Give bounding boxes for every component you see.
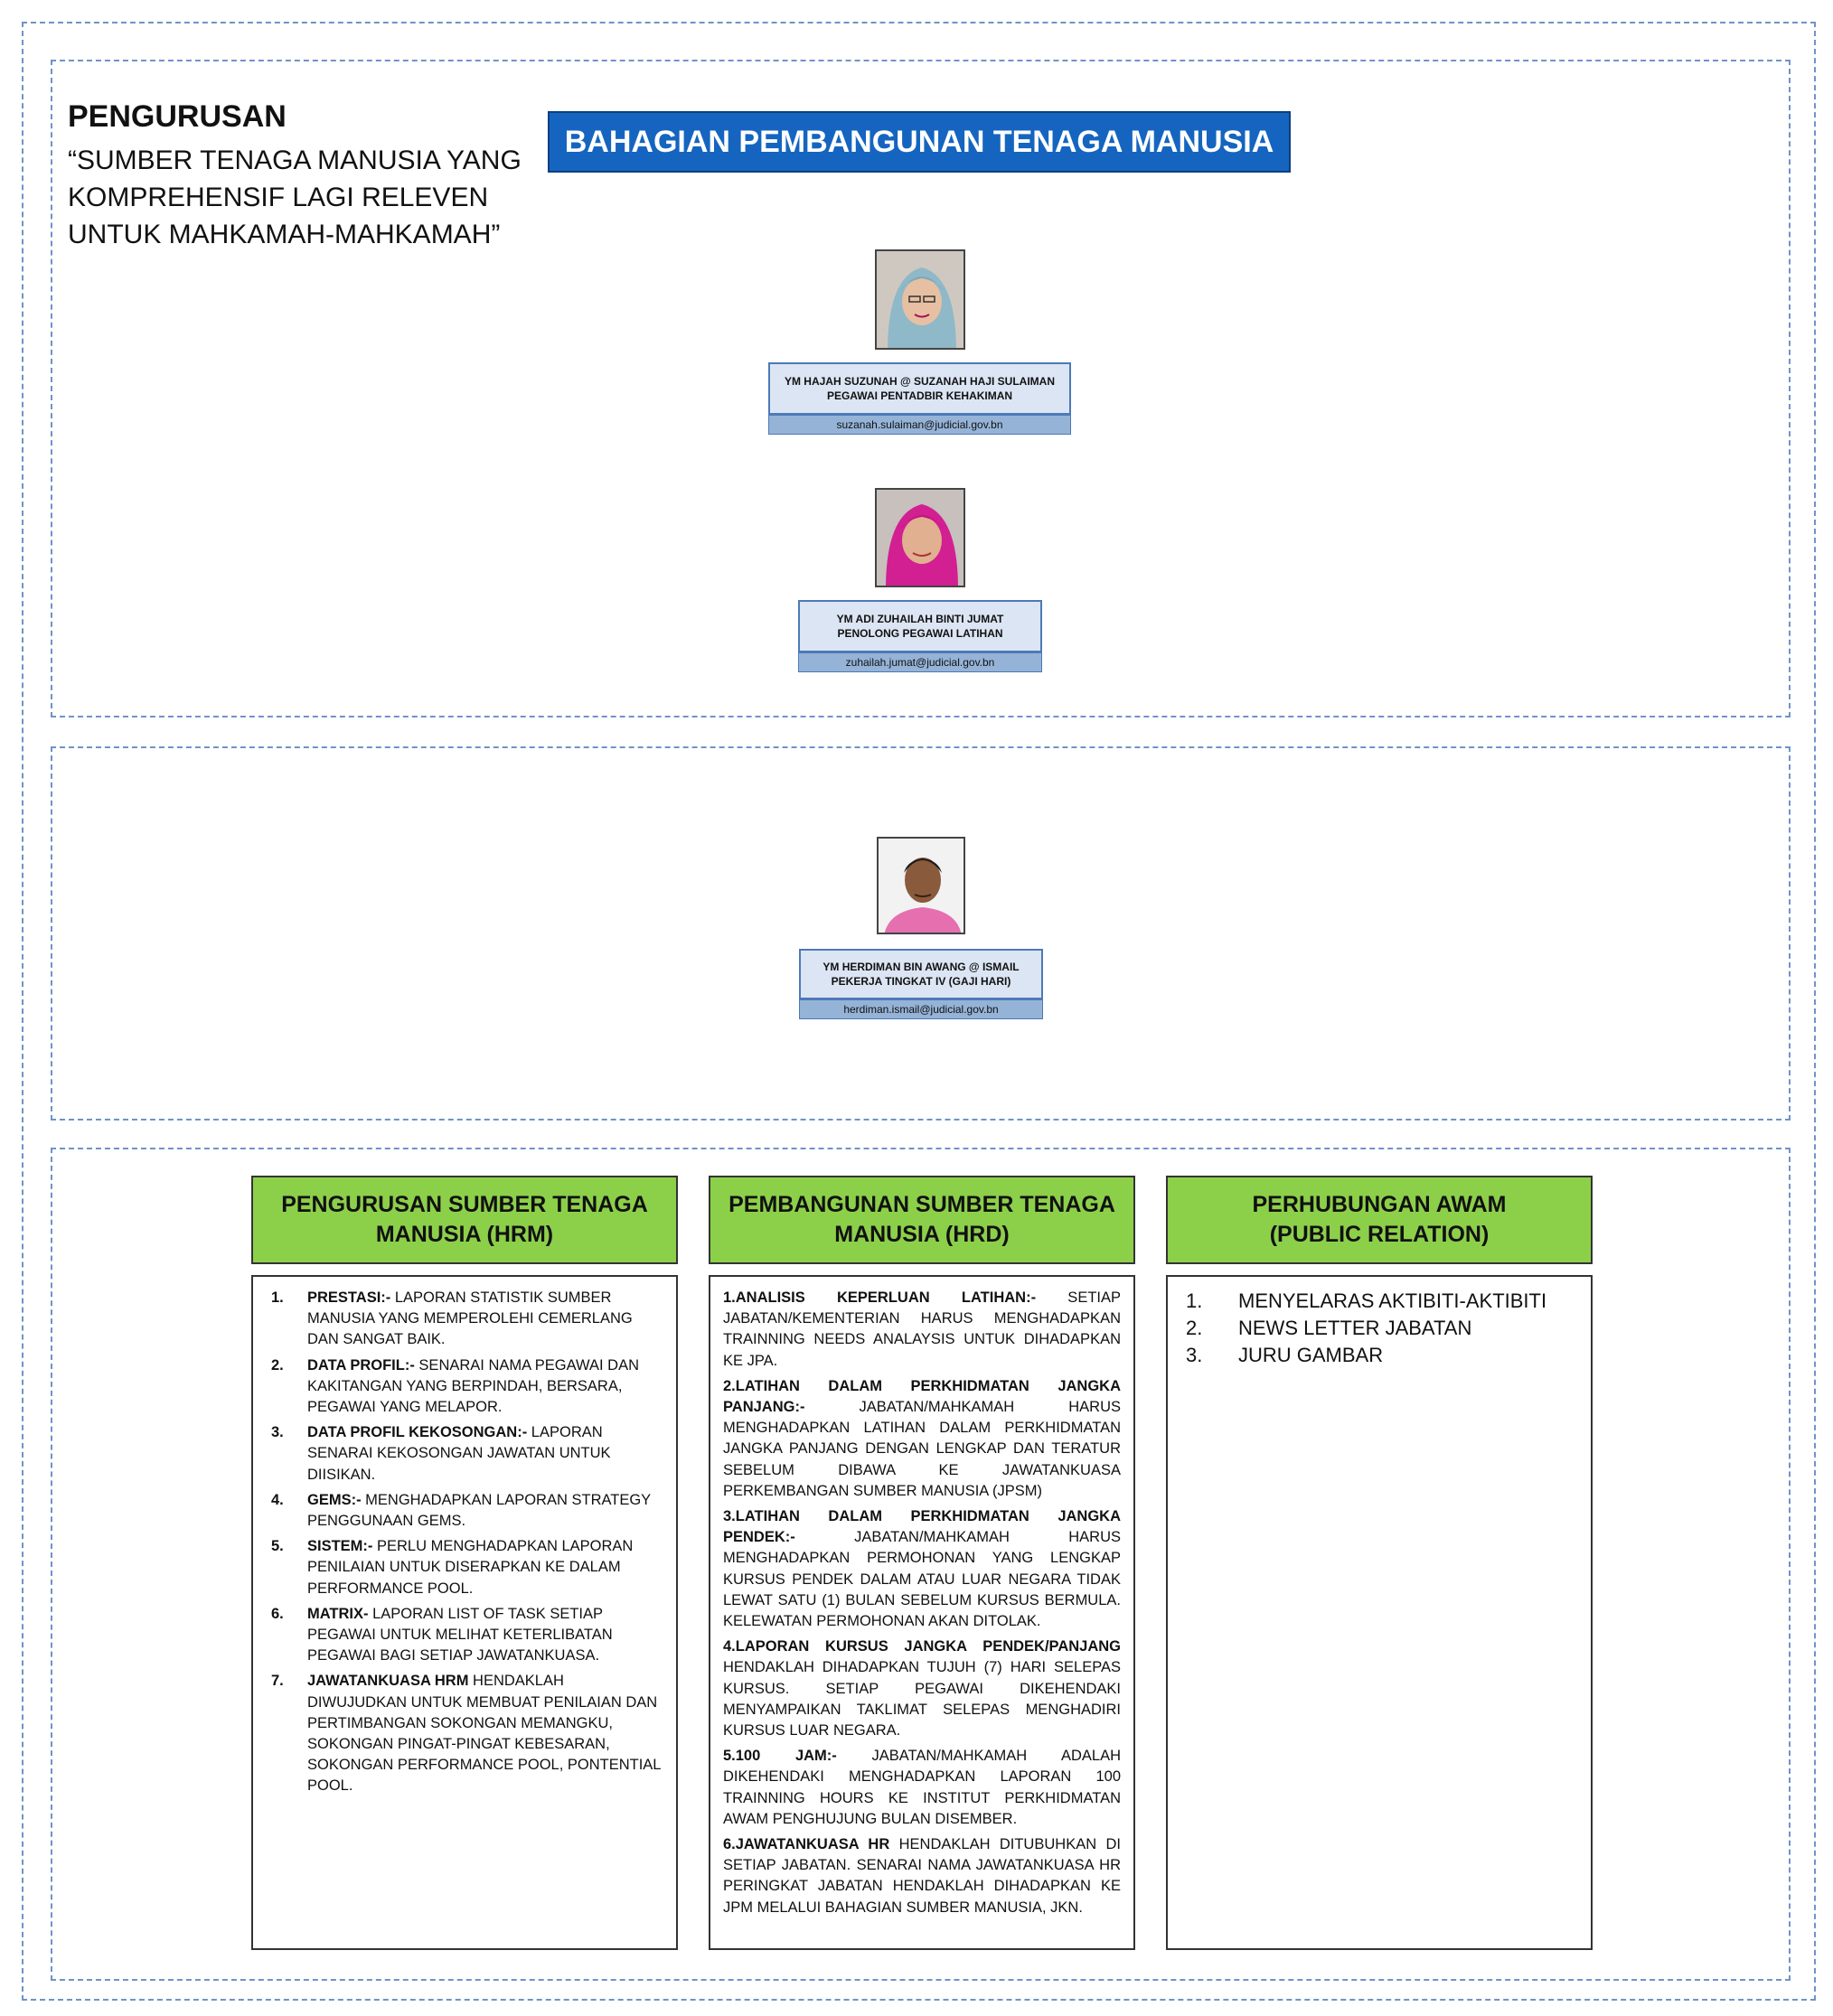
item-number: 3. xyxy=(271,1424,284,1441)
item-lead: JAWATANKUASA HRM xyxy=(307,1673,469,1690)
hrm-title-line2: MANUSIA (HRM) xyxy=(375,1222,554,1247)
staff-photo-zuhailah xyxy=(875,488,965,587)
staff-card-herdiman xyxy=(799,949,1043,999)
list-item xyxy=(1186,1315,1573,1342)
item-lead: SISTEM:- xyxy=(307,1538,373,1555)
staff-name: YM HAJAH SUZUNAH @ SUZANAH HAJI SULAIMAN xyxy=(784,375,1056,388)
item-text: LAPORAN SENARAI KEKOSONGAN JAWATAN UNTUK DIISIKAN. xyxy=(307,1424,611,1483)
item-lead: 3.LATIHAN DALAM PERKHIDMATAN JANGKA PENDEK:- xyxy=(723,1508,1121,1546)
hrd-title-line1: PEMBANGUNAN SUMBER TENAGA xyxy=(728,1192,1115,1217)
list-item xyxy=(723,1376,1121,1502)
item-text: MENGHADAPKAN LAPORAN STRATEGY PENGGUNAAN GEMS. xyxy=(307,1491,651,1530)
item-text: PERLU MENGHADAPKAN LAPORAN PENILAIAN UNTUK DISERAPKAN KE DALAM PERFORMANCE POOL. xyxy=(307,1538,634,1597)
item-text: SENARAI NAMA PEGAWAI DAN KAKITANGAN YANG BERPINDAH, BERSARA, PEGAWAI YANG MELAPOR. xyxy=(307,1356,640,1416)
item-text: LAPORAN LIST OF TASK SETIAP PEGAWAI UNTUK MELIHAT KETERLIBATAN PEGAWAI BAGI SETIAP JAWATANKUASA. xyxy=(307,1605,613,1664)
list-item xyxy=(723,1834,1121,1918)
list-item xyxy=(271,1604,663,1667)
list-item xyxy=(723,1746,1121,1830)
item-text: JABATAN/MAHKAMAH ADALAH DIKEHENDAKI MENGHADAPKAN LAPORAN 100 TRAINNING HOURS KE INSTITUT PERKHIDMATAN AWAM PENGHUJUNG BULAN DISEMBER. xyxy=(723,1748,1121,1827)
list-item xyxy=(271,1355,663,1419)
staff-position: PENOLONG PEGAWAI LATIHAN xyxy=(837,627,1003,640)
item-text: HENDAKLAH DIWUJUDKAN UNTUK MEMBUAT PENILAIAN DAN PERTIMBANGAN SOKONGAN MEMANGKU, SOKONGAN PINGAT-PINGAT KEBESARAN, SOKONGAN PERFORMANCE POOL, PONTENTIAL POOL. xyxy=(307,1673,661,1795)
staff-position: PEKERJA TINGKAT IV (GAJI HARI) xyxy=(831,975,1011,988)
list-item xyxy=(723,1636,1121,1741)
list-item xyxy=(271,1288,663,1351)
staff-card-suzanah xyxy=(768,362,1071,415)
item-lead: 6.JAWATANKUASA HR xyxy=(723,1836,890,1853)
item-number: 2. xyxy=(1186,1317,1203,1339)
item-lead: 4.LAPORAN KURSUS JANGKA PENDEK/PANJANG xyxy=(723,1638,1121,1655)
item-text: HENDAKLAH DIHADAPKAN TUJUH (7) HARI SELEPAS KURSUS. SETIAP PEGAWAI DIKEHENDAKI MENYAMPAIKAN TAKLIMAT SELEPAS MENGHADIRI KURSUS LUAR NEGARA. xyxy=(723,1659,1121,1739)
item-text: JABATAN/MAHKAMAH HARUS MENGHADAPKAN PERMOHONAN YANG LENGKAP KURSUS PENDEK DALAM ATAU LUAR NEGARA TIDAK LEWAT SATU (1) BULAN SEBELUM KURSUS BERMULA. KELEWATAN PERMOHONAN AKAN DITOLAK. xyxy=(723,1529,1121,1630)
item-number: 6. xyxy=(271,1605,284,1622)
pr-title-line2: (PUBLIC RELATION) xyxy=(1269,1222,1490,1247)
hrd-header xyxy=(709,1176,1135,1264)
item-lead: MATRIX- xyxy=(307,1605,369,1622)
item-text: NEWS LETTER JABATAN xyxy=(1238,1317,1472,1339)
list-item xyxy=(723,1506,1121,1632)
item-lead: GEMS:- xyxy=(307,1491,362,1508)
list-item xyxy=(1186,1288,1573,1315)
management-heading xyxy=(68,99,538,253)
staff-card-zuhailah xyxy=(798,600,1042,652)
item-number: 7. xyxy=(271,1673,284,1690)
management-subtitle: “SUMBER TENAGA MANUSIA YANG KOMPREHENSIF LAGI RELEVEN UNTUK MAHKAMAH-MAHKAMAH” xyxy=(68,145,522,249)
list-item xyxy=(271,1490,663,1532)
hrm-list xyxy=(271,1288,663,1797)
staff-name: YM HERDIMAN BIN AWANG @ ISMAIL xyxy=(822,961,1020,973)
hrm-title-line1: PENGURUSAN SUMBER TENAGA xyxy=(281,1192,648,1217)
list-item xyxy=(271,1422,663,1486)
staff-photo-herdiman xyxy=(877,837,965,934)
list-item xyxy=(271,1536,663,1599)
item-text: JABATAN/MAHKAMAH HARUS MENGHADAPKAN LATIHAN DALAM PERKHIDMATAN JANGKA PANJANG DENGAN LENGKAP DAN TERATUR SEBELUM DIBAWA KE JAWATANKUASA PERKEMBANGAN SUMBER MANUSIA (JPSM) xyxy=(723,1399,1121,1499)
item-lead: DATA PROFIL:- xyxy=(307,1356,415,1374)
pr-header xyxy=(1166,1176,1593,1264)
item-lead: 1.ANALISIS KEPERLUAN LATIHAN:- xyxy=(723,1289,1037,1306)
item-text: SETIAP JABATAN/KEMENTERIAN HARUS MENGHADAPKAN TRAINNING NEEDS ANALAYSIS UNTUK DIHADAPKAN KE JPA. xyxy=(723,1289,1121,1369)
pr-body xyxy=(1166,1275,1593,1950)
staff-position: PEGAWAI PENTADBIR KEHAKIMAN xyxy=(826,389,1013,402)
list-item xyxy=(1186,1342,1573,1369)
hrd-body xyxy=(709,1275,1135,1950)
item-lead: 5.100 JAM:- xyxy=(723,1748,837,1765)
item-number: 4. xyxy=(271,1491,284,1508)
item-text: HENDAKLAH DITUBUHKAN DI SETIAP JABATAN. SENARAI NAMA JAWATANKUASA HR PERINGKAT JABATAN HENDAKLAH DIHADAPKAN KE JPM MELALUI BAHAGIAN SUMBER MANUSIA, JKN. xyxy=(723,1836,1121,1916)
item-number: 2. xyxy=(271,1356,284,1374)
item-lead: 2.LATIHAN DALAM PERKHIDMATAN JANGKA PANJANG:- xyxy=(723,1377,1121,1416)
list-item xyxy=(271,1671,663,1796)
staff-email-zuhailah: zuhailah.jumat@judicial.gov.bn xyxy=(798,652,1042,672)
pr-list xyxy=(1186,1288,1573,1369)
hrm-header xyxy=(251,1176,678,1264)
item-number: 1. xyxy=(271,1289,284,1306)
staff-name: YM ADI ZUHAILAH BINTI JUMAT xyxy=(836,613,1004,625)
item-lead: DATA PROFIL KEKOSONGAN:- xyxy=(307,1424,528,1441)
staff-photo-suzanah xyxy=(875,249,965,350)
management-title: PENGURUSAN xyxy=(68,99,287,134)
staff-email-herdiman: herdiman.ismail@judicial.gov.bn xyxy=(799,999,1043,1019)
pr-title-line1: PERHUBUNGAN AWAM xyxy=(1252,1192,1507,1217)
department-title: BAHAGIAN PEMBANGUNAN TENAGA MANUSIA xyxy=(548,111,1291,173)
item-number: 1. xyxy=(1186,1289,1203,1312)
item-text: LAPORAN STATISTIK SUMBER MANUSIA YANG MEMPEROLEHI CEMERLANG DAN SANGAT BAIK. xyxy=(307,1289,633,1348)
item-text: JURU GAMBAR xyxy=(1238,1344,1384,1366)
item-number: 5. xyxy=(271,1538,284,1555)
item-lead: PRESTASI:- xyxy=(307,1289,391,1306)
staff-email-suzanah: suzanah.sulaiman@judicial.gov.bn xyxy=(768,415,1071,435)
list-item xyxy=(723,1288,1121,1372)
item-number: 3. xyxy=(1186,1344,1203,1366)
item-text: MENYELARAS AKTIBITI-AKTIBITI xyxy=(1238,1289,1547,1312)
hrm-body xyxy=(251,1275,678,1950)
hrd-title-line2: MANUSIA (HRD) xyxy=(834,1222,1010,1247)
